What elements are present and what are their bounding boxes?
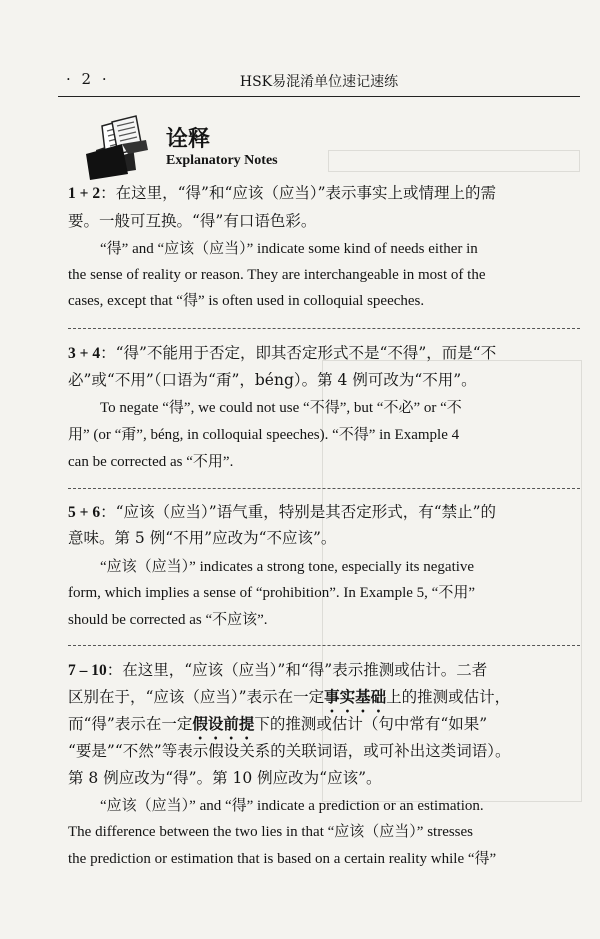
- folder-documents-icon: [82, 114, 154, 182]
- note-3-line-3: “应该（应当）” indicates a strong tone, especially its negative: [100, 559, 475, 575]
- page-number: · 2 ·: [66, 70, 110, 88]
- note-2-line-2: 必”或“不用”（口语为“甭”，béng）。第 4 例可改为“不用”。: [68, 371, 477, 389]
- section-subtitle: Explanatory Notes: [166, 153, 278, 168]
- emphasized-term: 假设前提: [192, 714, 255, 733]
- note-label: 5 + 6: [68, 504, 101, 521]
- note-1-line-2: 要。一般可互换。“得”有口语色彩。: [68, 212, 317, 230]
- note-3-line-1: 5 + 6：“应该（应当）”语气重，特别是其否定形式，有“禁止”的: [68, 503, 497, 521]
- note-label: 1 + 2: [68, 185, 101, 202]
- note-2-line-5: can be corrected as “不用”.: [68, 454, 234, 470]
- note-4-line-5: 第 8 例应改为“得”。第 10 例应改为“应该”。: [68, 769, 382, 787]
- section-divider: [68, 488, 580, 489]
- note-1-line-3: “得” and “应该（应当）” indicate some kind of needs either in: [100, 241, 478, 257]
- note-1-line-5: cases, except that “得” is often used in colloquial speeches.: [68, 293, 425, 309]
- note-1-line-1: 1 + 2：在这里，“得”和“应该（应当）”表示事实上或情理上的需: [68, 184, 497, 202]
- running-header: [58, 70, 580, 97]
- note-label: 7 – 10: [68, 662, 107, 679]
- note-3-line-4: form, which implies a sense of “prohibition”. In Example 5, “不用”: [68, 585, 475, 601]
- note-4-line-8: the prediction or estimation that is based on a certain reality while “得”: [68, 851, 497, 867]
- note-4-line-6: “应该（应当）” and “得” indicate a prediction or an estimation.: [100, 798, 484, 814]
- note-2-line-3: To negate “得”, we could not use “不得”, but “不必” or “不: [100, 400, 462, 416]
- emphasized-term: 事实基础: [324, 687, 387, 706]
- running-title: HSK易混淆单位速记速练: [239, 74, 399, 90]
- note-3-line-2: 意味。第 5 例“不用”应改为“不应该”。: [68, 529, 337, 547]
- note-2-line-4: 用” (or “甭”, béng, in colloquial speeches). “不得” in Example 4: [68, 427, 460, 443]
- note-3-line-5: should be corrected as “不应该”.: [68, 612, 268, 628]
- note-label: 3 + 4: [68, 345, 101, 362]
- note-4-line-7: The difference between the two lies in that “应该（应当）” stresses: [68, 824, 474, 840]
- note-2-line-1: 3 + 4：“得”不能用于否定，即其否定形式不是“不得”，而是“不: [68, 344, 497, 362]
- note-4-line-1: 7 – 10：在这里，“应该（应当）”和“得”表示推测或估计。二者: [68, 661, 488, 679]
- section-divider: [68, 645, 580, 646]
- section-divider: [68, 328, 580, 329]
- note-1-line-4: the sense of reality or reason. They are interchangeable in most of the: [68, 267, 486, 283]
- section-title: 诠释: [166, 126, 211, 152]
- note-4-line-3: 而“得”表示在一定假设前提下的推测或估计（句中常有“如果”: [68, 714, 488, 733]
- bleed-through-box: [328, 150, 580, 172]
- note-4-line-2: 区别在于，“应该（应当）”表示在一定事实基础上的推测或估计，: [68, 687, 511, 706]
- note-4-line-4: “要是”“不然”等表示假设关系的关联词语，或可补出这类词语）。: [68, 742, 511, 760]
